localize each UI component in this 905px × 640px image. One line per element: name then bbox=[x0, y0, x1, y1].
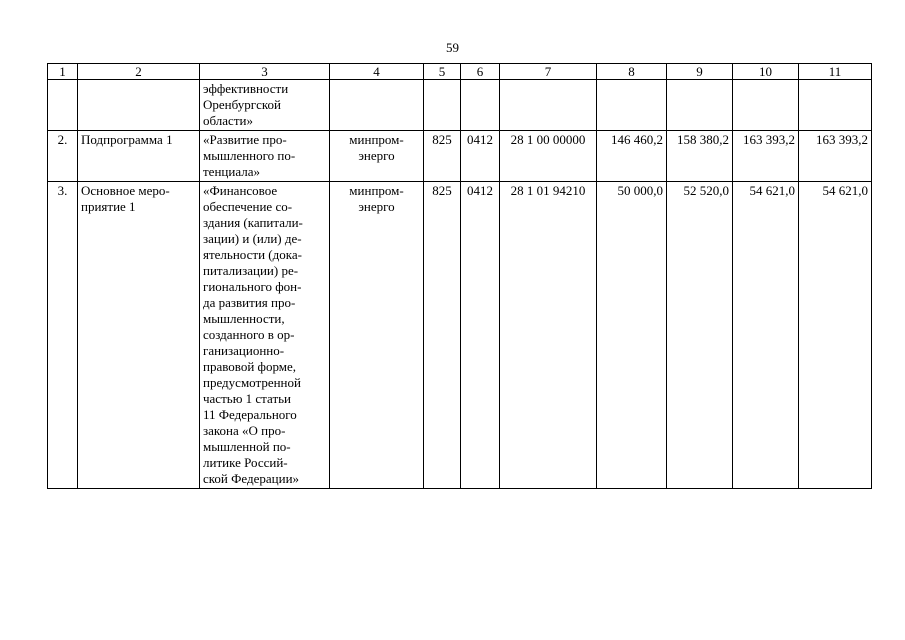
year3-cell: 54 621,0 bbox=[733, 182, 799, 489]
row-number-cell: 2. bbox=[48, 131, 78, 182]
grbs-cell bbox=[424, 80, 461, 131]
year3-cell bbox=[733, 80, 799, 131]
year4-cell: 54 621,0 bbox=[799, 182, 872, 489]
year3-cell: 163 393,2 bbox=[733, 131, 799, 182]
csr-cell bbox=[500, 80, 597, 131]
header-cell: 7 bbox=[500, 64, 597, 80]
header-cell: 9 bbox=[667, 64, 733, 80]
executor-cell bbox=[330, 80, 424, 131]
description-cell: эффективности Оренбургской области» bbox=[200, 80, 330, 131]
rzpr-cell: 0412 bbox=[461, 131, 500, 182]
row-number-cell bbox=[48, 80, 78, 131]
year2-cell bbox=[667, 80, 733, 131]
header-cell: 4 bbox=[330, 64, 424, 80]
rzpr-cell bbox=[461, 80, 500, 131]
year4-cell bbox=[799, 80, 872, 131]
year1-cell: 146 460,2 bbox=[597, 131, 667, 182]
header-row bbox=[48, 64, 872, 80]
year4-cell: 163 393,2 bbox=[799, 131, 872, 182]
name-cell bbox=[78, 80, 200, 131]
budget-table bbox=[47, 63, 872, 489]
description-cell: «Развитие про- мышленного по- тенциала» bbox=[200, 131, 330, 182]
grbs-cell: 825 bbox=[424, 131, 461, 182]
header-cell: 10 bbox=[733, 64, 799, 80]
header-cell: 3 bbox=[200, 64, 330, 80]
year2-cell: 52 520,0 bbox=[667, 182, 733, 489]
table-row bbox=[48, 182, 872, 489]
header-cell: 8 bbox=[597, 64, 667, 80]
header-cell: 6 bbox=[461, 64, 500, 80]
name-cell: Подпрограмма 1 bbox=[78, 131, 200, 182]
rzpr-cell: 0412 bbox=[461, 182, 500, 489]
row-number-cell: 3. bbox=[48, 182, 78, 489]
year2-cell: 158 380,2 bbox=[667, 131, 733, 182]
description-cell: «Финансовое обеспечение со- здания (капитали- зации) и (или) де- ятельности (дока- питализации) ре- гионального фон- да развития про- мышленности, созданного в ор- ганизационно- правовой форме, предусмотренной частью 1 статьи 11 Федерального закона «О про- мышленной по- литике Россий- ской Федерации» bbox=[200, 182, 330, 489]
header-cell: 11 bbox=[799, 64, 872, 80]
table-row bbox=[48, 131, 872, 182]
page-number: 59 bbox=[446, 40, 459, 55]
grbs-cell: 825 bbox=[424, 182, 461, 489]
name-cell: Основное меро- приятие 1 bbox=[78, 182, 200, 489]
header-cell: 1 bbox=[48, 64, 78, 80]
year1-cell bbox=[597, 80, 667, 131]
executor-cell: минпром- энерго bbox=[330, 131, 424, 182]
executor-cell: минпром- энерго bbox=[330, 182, 424, 489]
csr-cell: 28 1 01 94210 bbox=[500, 182, 597, 489]
header-cell: 2 bbox=[78, 64, 200, 80]
table-row bbox=[48, 80, 872, 131]
csr-cell: 28 1 00 00000 bbox=[500, 131, 597, 182]
year1-cell: 50 000,0 bbox=[597, 182, 667, 489]
header-cell: 5 bbox=[424, 64, 461, 80]
